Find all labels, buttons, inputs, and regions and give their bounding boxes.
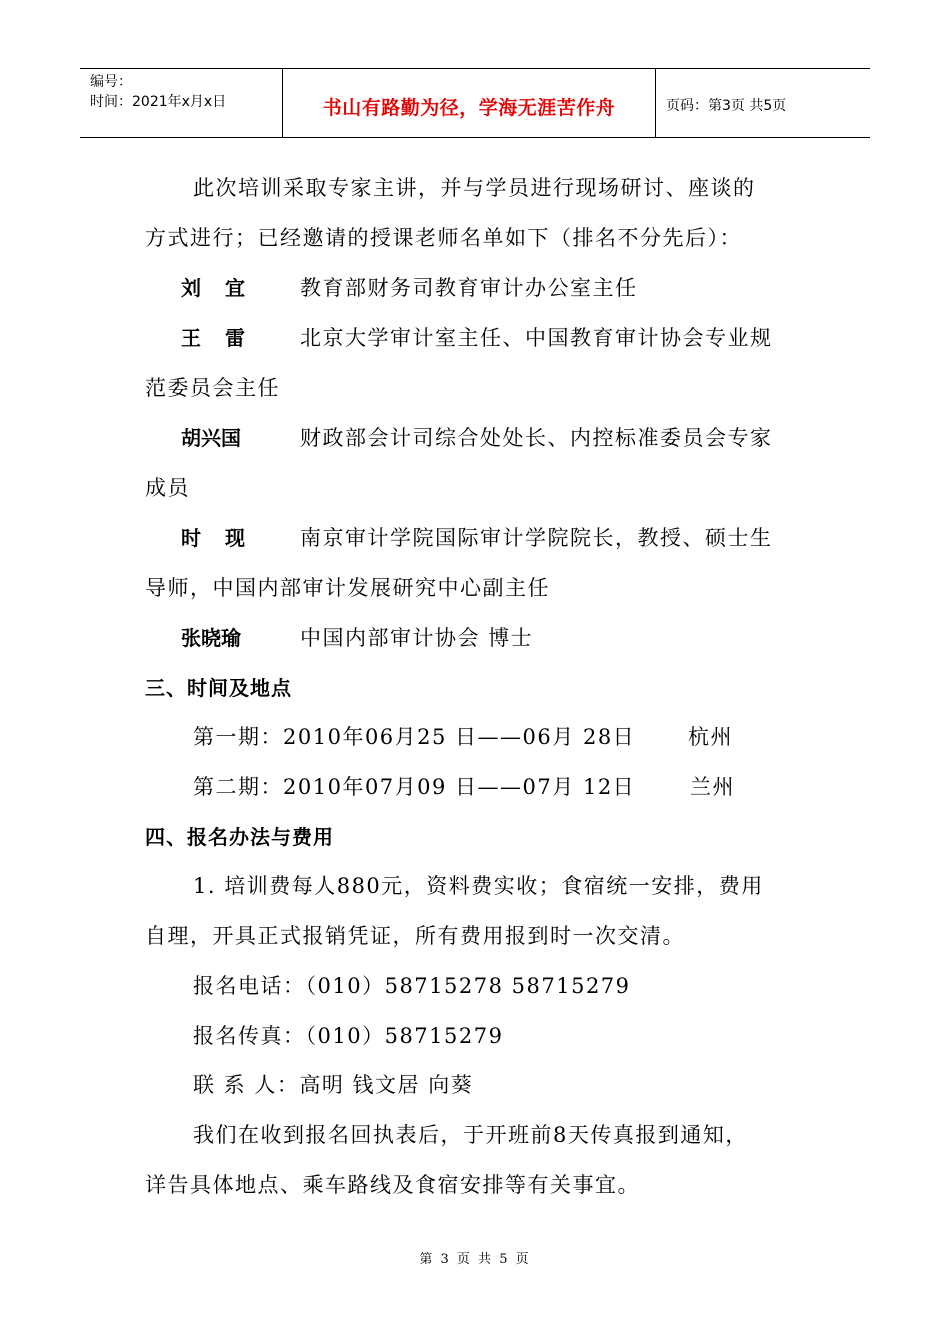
teacher-name: 王雷 bbox=[181, 326, 269, 350]
page-footer-number: 第 3 页 共 5 页 bbox=[419, 1252, 531, 1267]
intro-line-2: 方式进行；已经邀请的授课老师名单如下（排名不分先后）： bbox=[145, 226, 742, 250]
intro-line-1: 此次培训采取专家主讲，并与学员进行现场研讨、座谈的 bbox=[193, 176, 756, 200]
schedule-period-1: 第一期：2010年06月25 日——06月 28日 bbox=[193, 725, 636, 749]
teacher-title-continued: 导师，中国内部审计发展研究中心副主任 bbox=[145, 576, 550, 600]
teacher-title-continued: 成员 bbox=[145, 476, 190, 500]
header-motto: 书山有路勤为径，学海无涯苦作舟 bbox=[322, 97, 616, 119]
notice-line-2: 详告具体地点、乘车路线及食宿安排等有关事宜。 bbox=[145, 1173, 640, 1197]
teacher-title: 中国内部审计协会 博士 bbox=[300, 626, 534, 650]
schedule-city-1: 杭州 bbox=[688, 725, 733, 749]
section-heading-schedule: 三、时间及地点 bbox=[145, 676, 292, 700]
teacher-title: 南京审计学院国际审计学院院长，教授、硕士生 bbox=[300, 526, 773, 550]
fee-line-1: 1. 培训费每人880元，资料费实收；食宿统一安排，费用 bbox=[193, 874, 764, 898]
teacher-name: 刘宜 bbox=[181, 276, 269, 300]
teacher-title-continued: 范委员会主任 bbox=[145, 376, 280, 400]
schedule-city-2: 兰州 bbox=[690, 775, 735, 799]
document-number-label: 编号： bbox=[90, 74, 132, 90]
header-page-cell bbox=[656, 69, 870, 137]
schedule-period-2: 第二期：2010年07月09 日——07月 12日 bbox=[193, 775, 636, 799]
section-heading-registration: 四、报名办法与费用 bbox=[145, 825, 334, 849]
teacher-title: 教育部财务司教育审计办公室主任 bbox=[300, 276, 638, 300]
fee-line-2: 自理，开具正式报销凭证，所有费用报到时一次交清。 bbox=[145, 924, 685, 948]
header-info-cell bbox=[80, 69, 283, 137]
page-header bbox=[80, 68, 870, 138]
header-motto-cell bbox=[283, 69, 656, 137]
registration-phone: 报名电话：（010）58715278 58715279 bbox=[193, 974, 631, 998]
registration-fax: 报名传真：（010）58715279 bbox=[193, 1024, 504, 1048]
teacher-title: 财政部会计司综合处处长、内控标准委员会专家 bbox=[300, 426, 773, 450]
teacher-name: 张晓瑜 bbox=[181, 626, 241, 650]
document-date-label: 时间：2021年x月x日 bbox=[90, 94, 227, 110]
registration-contact: 联 系 人：高明 钱文居 向葵 bbox=[193, 1073, 474, 1097]
teacher-name: 胡兴国 bbox=[181, 426, 241, 450]
header-page-number: 页码：第3页 共5页 bbox=[666, 98, 787, 114]
teacher-title: 北京大学审计室主任、中国教育审计协会专业规 bbox=[300, 326, 773, 350]
teacher-name: 时现 bbox=[181, 526, 269, 550]
notice-line-1: 我们在收到报名回执表后，于开班前8天传真报到通知， bbox=[193, 1123, 748, 1147]
